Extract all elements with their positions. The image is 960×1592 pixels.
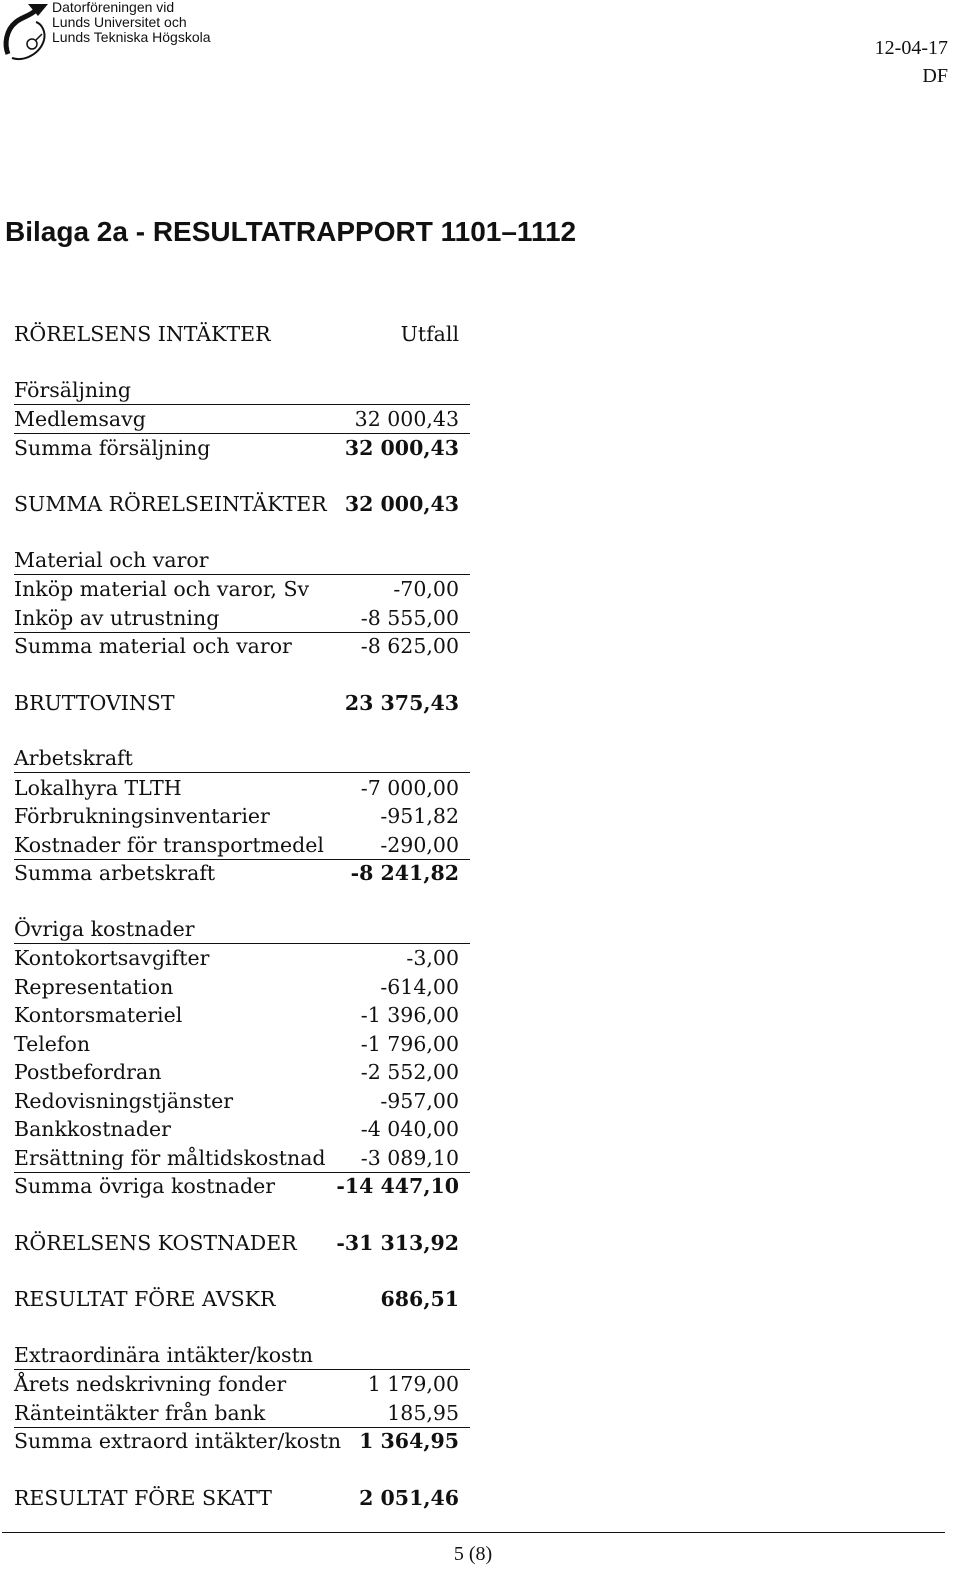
row-value: -2 552,00 <box>360 1060 459 1084</box>
table-row <box>14 972 470 1001</box>
section-heading-row <box>14 376 470 405</box>
row-value: -290,00 <box>380 832 459 857</box>
subtotal-row <box>14 859 470 888</box>
row-value: -8 625,00 <box>360 634 459 658</box>
row-label: Summa extraord intäkter/kostn <box>14 1429 342 1453</box>
row-label: Årets nedskrivning fonder <box>14 1372 287 1396</box>
row-label: Summa övriga kostnader <box>14 1174 276 1198</box>
row-value: -1 796,00 <box>360 1031 459 1056</box>
table-row <box>14 1115 470 1144</box>
row-label: Inköp av utrustning <box>14 605 220 630</box>
table-row <box>14 1086 470 1115</box>
total-row <box>14 1228 470 1257</box>
header-meta <box>875 34 948 90</box>
table-row <box>14 603 470 632</box>
row-value: 23 375,43 <box>344 690 459 715</box>
table-row <box>14 802 470 831</box>
row-label: RÖRELSENS KOSTNADER <box>14 1230 297 1255</box>
org-line: Lunds Universitet och <box>52 14 187 30</box>
table-row <box>14 944 470 973</box>
row-value: -1 396,00 <box>360 1003 459 1027</box>
header-initials: DF <box>922 65 948 87</box>
org-name <box>52 0 211 45</box>
row-value: -3 089,10 <box>360 1145 459 1170</box>
total-row <box>14 1483 470 1512</box>
row-label: Telefon <box>14 1031 91 1056</box>
row-label: Postbefordran <box>14 1060 162 1084</box>
row-label: Material och varor <box>14 547 209 572</box>
subtotal-row <box>14 433 470 462</box>
table-row <box>14 1058 470 1087</box>
row-label: Extraordinära intäkter/kostn <box>14 1342 314 1367</box>
table-row <box>14 405 470 434</box>
row-value: 1 364,95 <box>359 1429 459 1453</box>
row-value: 185,95 <box>387 1400 459 1425</box>
row-label: Inköp material och varor, Sv <box>14 577 310 601</box>
row-value: -31 313,92 <box>336 1230 459 1255</box>
row-value: Utfall <box>400 322 459 346</box>
row-value: -14 447,10 <box>336 1174 459 1198</box>
row-value: -70,00 <box>393 577 459 601</box>
table-header-row <box>14 290 470 348</box>
subtotal-row <box>14 632 470 661</box>
org-logo <box>2 0 262 70</box>
section-heading-row <box>14 915 470 944</box>
row-value: -951,82 <box>380 804 459 828</box>
row-label: Övriga kostnader <box>14 916 195 941</box>
section-heading-row <box>14 745 470 774</box>
table-row <box>14 773 470 802</box>
income-statement-table <box>14 290 470 1512</box>
org-line: Lunds Tekniska Högskola <box>52 29 211 45</box>
section-heading-row <box>14 1341 470 1370</box>
row-label: BRUTTOVINST <box>14 690 175 715</box>
row-label: Ränteintäkter från bank <box>14 1400 266 1425</box>
row-label: RESULTAT FÖRE SKATT <box>14 1485 272 1510</box>
table-row <box>14 1398 470 1427</box>
row-label: Förbrukningsinventarier <box>14 804 270 828</box>
row-label: SUMMA RÖRELSEINTÄKTER <box>14 492 327 516</box>
row-value: 1 179,00 <box>367 1372 459 1396</box>
row-label: Summa försäljning <box>14 435 211 460</box>
row-label: Kostnader för transportmedel <box>14 832 324 857</box>
row-label: Summa material och varor <box>14 634 292 658</box>
row-label: Ersättning för måltidskostnad <box>14 1145 326 1170</box>
row-value: -4 040,00 <box>360 1117 459 1141</box>
org-line: Datorföreningen vid <box>52 0 175 15</box>
row-value: -957,00 <box>380 1088 459 1113</box>
row-value: 32 000,43 <box>344 492 459 516</box>
total-row <box>14 688 470 717</box>
table-row <box>14 1143 470 1172</box>
row-label: RÖRELSENS INTÄKTER <box>14 322 271 346</box>
subtotal-row <box>14 1172 470 1201</box>
document-title: Bilaga 2a - RESULTATRAPPORT 1101–1112 <box>5 216 577 247</box>
total-row <box>14 490 470 519</box>
table-row <box>14 1029 470 1058</box>
table-row <box>14 1001 470 1030</box>
row-value: 2 051,46 <box>359 1485 459 1510</box>
row-value: 32 000,43 <box>344 435 459 460</box>
row-value: -3,00 <box>406 946 459 970</box>
header-date: 12-04-17 <box>874 37 948 59</box>
row-label: Försäljning <box>14 377 131 402</box>
row-label: Kontorsmateriel <box>14 1003 183 1027</box>
page-number: 5 (8) <box>453 1543 493 1565</box>
row-label: Lokalhyra TLTH <box>14 775 182 800</box>
row-value: -7 000,00 <box>360 775 459 800</box>
row-value: 32 000,43 <box>354 407 459 431</box>
row-label: Arbetskraft <box>14 746 133 770</box>
section-heading-row <box>14 546 470 575</box>
table-row <box>14 575 470 604</box>
table-row <box>14 830 470 859</box>
row-label: Medlemsavg <box>14 407 146 431</box>
row-value: -8 555,00 <box>360 605 459 630</box>
row-value: 686,51 <box>380 1287 459 1311</box>
row-value: -614,00 <box>380 974 459 999</box>
subtotal-row <box>14 1427 470 1456</box>
footer-divider <box>2 1532 945 1533</box>
row-label: RESULTAT FÖRE AVSKR <box>14 1287 276 1311</box>
row-value: -8 241,82 <box>350 861 459 885</box>
total-row <box>14 1285 470 1314</box>
row-label: Kontokortsavgifter <box>14 946 210 970</box>
row-label: Bankkostnader <box>14 1117 171 1141</box>
table-row <box>14 1370 470 1399</box>
row-label: Redovisningstjänster <box>14 1088 234 1113</box>
row-label: Summa arbetskraft <box>14 861 216 885</box>
org-logo-icon <box>2 0 50 64</box>
row-label: Representation <box>14 974 174 999</box>
